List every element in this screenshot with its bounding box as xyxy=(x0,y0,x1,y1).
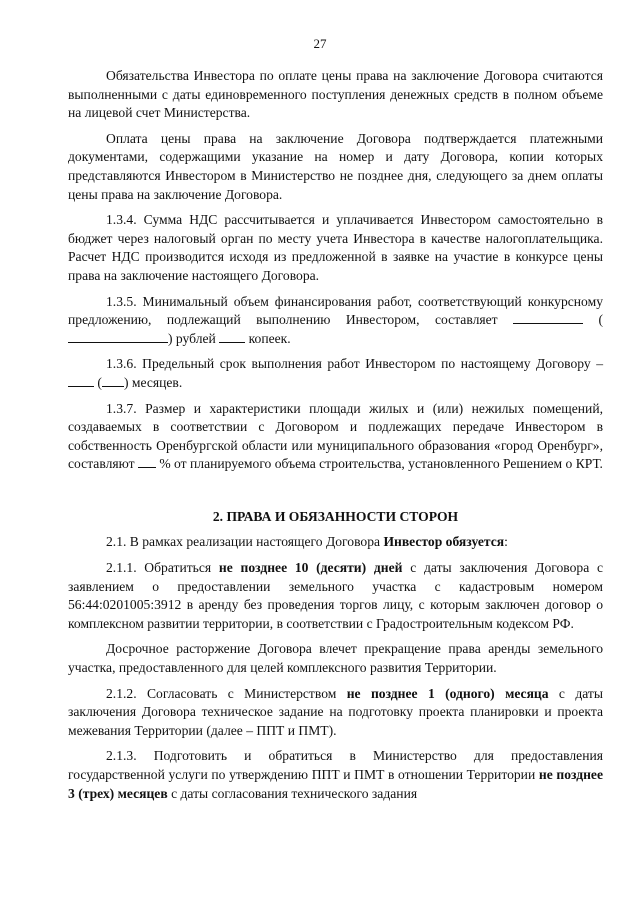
page-number: 27 xyxy=(313,36,327,51)
p135-text-a: 1.3.5. Минимальный объем финансирования работ, соответствующий конкурсному предложению, подлежащий выполнению Инвестором, составляет xyxy=(68,293,603,328)
p136-text-c: ) месяцев. xyxy=(123,374,183,390)
p21-bold: Инвестор обязуется xyxy=(383,534,505,550)
paragraph-1-3-4-vat: 1.3.4. Сумма НДС рассчитывается и уплачивается Инвестором самостоятельно в бюджет через налоговый орган по месту учета Инвестора в качестве налогоплательщика. Расчет НДС производится исходя из предложенной в заявке на участие в конкурсе цены права на заключение настоящего Договора. xyxy=(68,212,603,283)
paragraph-1-3-5-min-financing xyxy=(68,293,603,349)
p136-text-a: 1.3.6. Предельный срок выполнения работ Инвестором по настоящему Договору – xyxy=(106,356,603,372)
p135-text-b: ( xyxy=(583,312,603,328)
p212-text-b: с даты заключения Договора техническое задание на подготовку проекта планировки и проекта межевания Территории (далее – ППТ и ПМТ). xyxy=(68,685,604,738)
blank-kopecks xyxy=(219,330,245,343)
p211-text-b: с даты заключения Договора с заявлением о предоставлении земельного участка с кадастровым номером 56:44:0201005:3912 в аренду без проведения торгов лицу, с которым заключен договор о комплексном развитии территории, в соответствии с Градостроительным кодексом РФ. xyxy=(68,560,603,631)
p137-text-b: % от планируемого объема строительства, установленного Решением о КРТ. xyxy=(155,456,603,472)
p136-text-b: ( xyxy=(94,374,102,390)
paragraph-2-1-2 xyxy=(68,685,603,741)
document-body xyxy=(68,67,603,810)
blank-percent xyxy=(138,455,156,468)
section-title-rights-obligations: 2. ПРАВА И ОБЯЗАННОСТИ СТОРОН xyxy=(212,508,459,524)
p211-text-a: 2.1.1. Обратиться xyxy=(106,560,219,576)
paragraph-payment-confirmation: Оплата цены права на заключение Договора подтверждается платежными документами, содержащими указание на номер и дату Договора, копии которых представляются Инвестором в Министерство не позднее дня, следующего за днем оплаты цены права на заключение Договора. xyxy=(68,130,603,202)
paragraph-2-1 xyxy=(68,533,603,552)
paragraph-2-1-1 xyxy=(68,559,603,633)
p213-text-a: 2.1.3. Подготовить и обратиться в Министерство для предоставления государственной услуги по утверждению ППТ и ПМТ в отношении Территории xyxy=(68,748,603,782)
p135-text-c: ) рублей xyxy=(168,330,220,346)
p135-text-d: копеек. xyxy=(245,330,291,346)
paragraph-1-3-6-term xyxy=(68,355,603,392)
paragraph-early-termination: Досрочное расторжение Договора влечет прекращение права аренды земельного участка, предоставленного для целей комплексного развития Территории. xyxy=(68,641,603,676)
blank-amount-words xyxy=(68,330,168,343)
blank-amount-digits xyxy=(513,311,583,324)
p213-text-b: с даты согласования технического задания xyxy=(167,785,418,801)
paragraph-investor-payment-obligation: Обязательства Инвестора по оплате цены права на заключение Договора считаются выполненными с даты единовременного поступления денежных средств в полном объеме на лицевой счет Министерства. xyxy=(68,68,603,121)
p213-bold: не позднее 3 (трех) месяцев xyxy=(68,767,603,801)
blank-months-words xyxy=(102,374,124,387)
p212-text-a: 2.1.2. Согласовать с Министерством xyxy=(106,685,347,701)
p212-bold: не позднее 1 (одного) месяца xyxy=(346,685,549,701)
paragraph-1-3-7-premises xyxy=(68,400,603,474)
p21-text-a: 2.1. В рамках реализации настоящего Договора xyxy=(106,534,384,550)
p211-bold: не позднее 10 (десяти) дней xyxy=(218,560,403,576)
p21-text-b: : xyxy=(504,534,508,550)
paragraph-2-1-3 xyxy=(68,747,603,803)
blank-months-digits xyxy=(68,374,94,387)
p137-text-a: 1.3.7. Размер и характеристики площади жилых и (или) нежилых помещений, создаваемых в соответствии с Договором и подлежащих передаче Инвестором в собственность Оренбургской области или муниципального образования «город Оренбург», составляют xyxy=(68,400,603,472)
